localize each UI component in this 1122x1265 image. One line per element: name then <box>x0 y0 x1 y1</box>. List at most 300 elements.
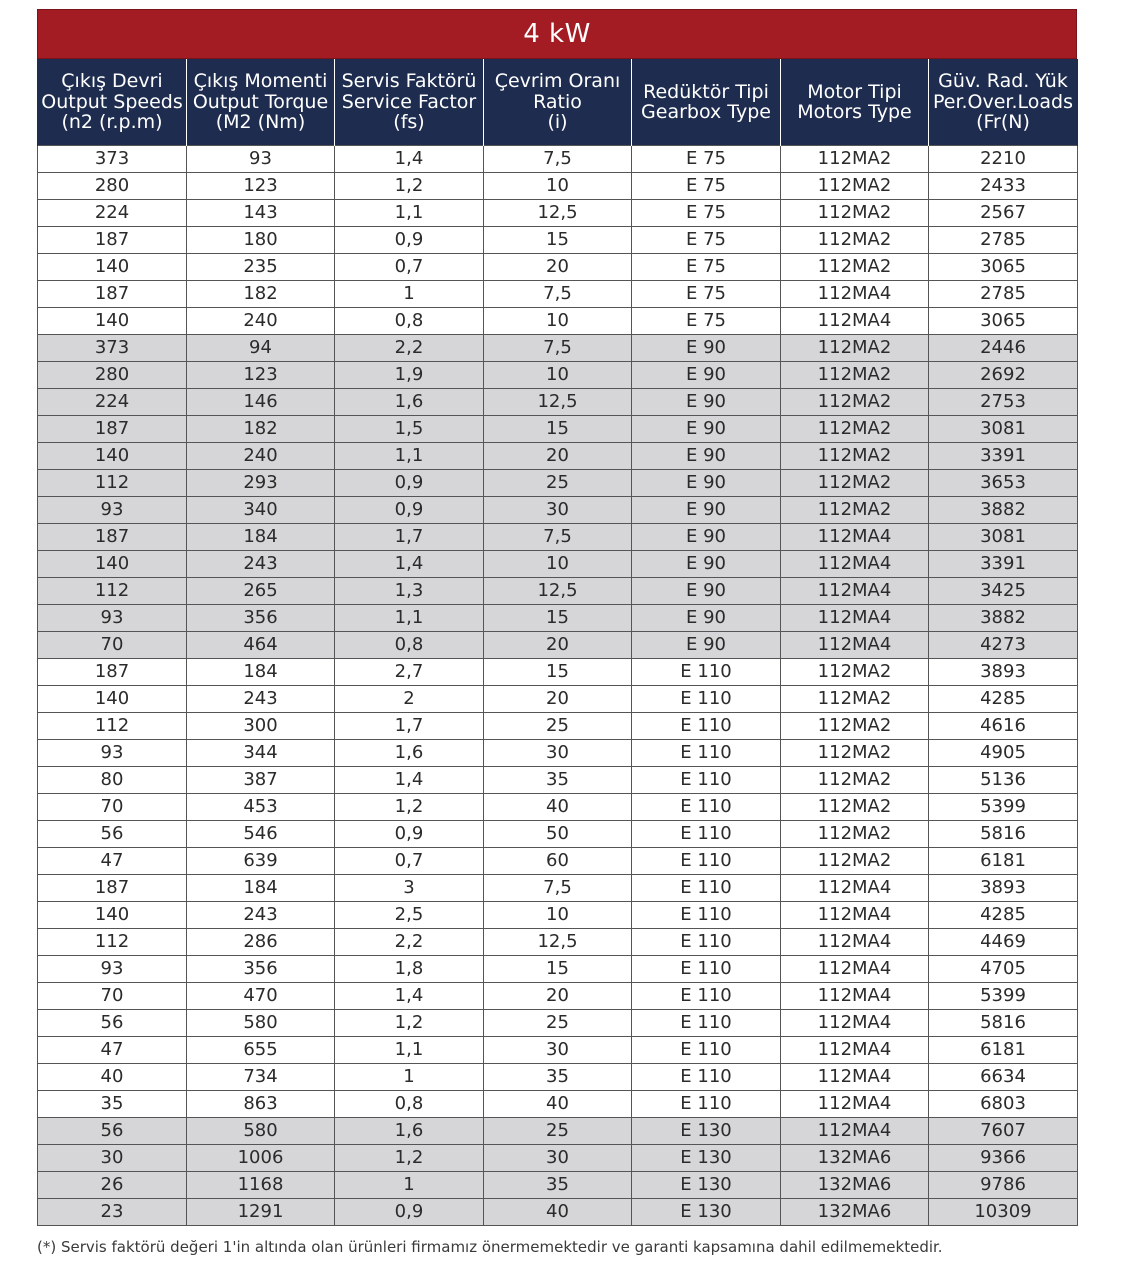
cell-radial-load: 6181 <box>929 848 1078 875</box>
cell-radial-load: 3882 <box>929 497 1078 524</box>
cell-radial-load: 2567 <box>929 200 1078 227</box>
cell-output-torque: 143 <box>187 200 335 227</box>
cell-output-torque: 1168 <box>187 1172 335 1199</box>
header-unit: (fs) <box>393 111 425 134</box>
cell-service-factor: 0,7 <box>335 848 484 875</box>
cell-output-speed: 56 <box>38 1118 187 1145</box>
cell-output-torque: 344 <box>187 740 335 767</box>
cell-service-factor: 1,6 <box>335 1118 484 1145</box>
cell-output-torque: 243 <box>187 551 335 578</box>
cell-ratio: 12,5 <box>484 389 632 416</box>
cell-service-factor: 1,6 <box>335 389 484 416</box>
cell-gearbox-type: E 110 <box>632 1064 781 1091</box>
cell-ratio: 20 <box>484 443 632 470</box>
cell-ratio: 35 <box>484 1172 632 1199</box>
cell-output-speed: 140 <box>38 254 187 281</box>
header-unit: (M2 (Nm) <box>215 111 306 134</box>
header-en: Output Torque <box>192 90 329 113</box>
cell-ratio: 25 <box>484 1118 632 1145</box>
cell-radial-load: 3425 <box>929 578 1078 605</box>
cell-output-torque: 356 <box>187 956 335 983</box>
header-tr: Çıkış Devri <box>61 70 163 93</box>
header-row <box>38 59 1078 146</box>
cell-motor-type: 112MA2 <box>781 767 929 794</box>
cell-radial-load: 2433 <box>929 173 1078 200</box>
cell-radial-load: 2753 <box>929 389 1078 416</box>
table-row <box>38 1037 1078 1064</box>
table-row <box>38 281 1078 308</box>
cell-ratio: 30 <box>484 1145 632 1172</box>
cell-output-speed: 140 <box>38 443 187 470</box>
cell-motor-type: 112MA2 <box>781 173 929 200</box>
cell-output-speed: 187 <box>38 227 187 254</box>
cell-ratio: 10 <box>484 551 632 578</box>
cell-output-torque: 655 <box>187 1037 335 1064</box>
cell-service-factor: 0,8 <box>335 308 484 335</box>
cell-gearbox-type: E 90 <box>632 362 781 389</box>
cell-radial-load: 4469 <box>929 929 1078 956</box>
footnote: (*) Servis faktörü değeri 1'in altında olan ürünleri firmamız önermemektedir ve garanti kapsamına dahil edilmemektedir. <box>37 1238 943 1256</box>
cell-output-torque: 1006 <box>187 1145 335 1172</box>
cell-motor-type: 112MA2 <box>781 686 929 713</box>
cell-motor-type: 112MA4 <box>781 632 929 659</box>
cell-radial-load: 5816 <box>929 1010 1078 1037</box>
cell-output-speed: 93 <box>38 497 187 524</box>
cell-service-factor: 1,6 <box>335 740 484 767</box>
cell-radial-load: 9366 <box>929 1145 1078 1172</box>
cell-ratio: 12,5 <box>484 200 632 227</box>
cell-service-factor: 1,9 <box>335 362 484 389</box>
cell-gearbox-type: E 75 <box>632 308 781 335</box>
cell-gearbox-type: E 110 <box>632 1037 781 1064</box>
cell-ratio: 20 <box>484 632 632 659</box>
cell-motor-type: 112MA2 <box>781 848 929 875</box>
cell-gearbox-type: E 90 <box>632 389 781 416</box>
header-ratio <box>484 59 632 146</box>
cell-ratio: 25 <box>484 1010 632 1037</box>
cell-motor-type: 112MA2 <box>781 821 929 848</box>
cell-motor-type: 112MA4 <box>781 605 929 632</box>
cell-radial-load: 2785 <box>929 227 1078 254</box>
table-row <box>38 335 1078 362</box>
cell-service-factor: 1,3 <box>335 578 484 605</box>
cell-output-torque: 453 <box>187 794 335 821</box>
cell-service-factor: 2,2 <box>335 335 484 362</box>
cell-service-factor: 0,9 <box>335 470 484 497</box>
cell-output-speed: 35 <box>38 1091 187 1118</box>
cell-ratio: 7,5 <box>484 875 632 902</box>
cell-output-speed: 224 <box>38 389 187 416</box>
cell-output-speed: 93 <box>38 605 187 632</box>
header-tr: Motor Tipi <box>807 80 902 103</box>
cell-output-speed: 26 <box>38 1172 187 1199</box>
header-en: Service Factor <box>341 90 477 113</box>
cell-motor-type: 112MA4 <box>781 902 929 929</box>
cell-output-torque: 356 <box>187 605 335 632</box>
cell-motor-type: 112MA4 <box>781 983 929 1010</box>
cell-output-speed: 187 <box>38 416 187 443</box>
cell-service-factor: 1,7 <box>335 524 484 551</box>
cell-output-torque: 546 <box>187 821 335 848</box>
table-row <box>38 1199 1078 1226</box>
cell-radial-load: 2785 <box>929 281 1078 308</box>
cell-ratio: 7,5 <box>484 281 632 308</box>
cell-gearbox-type: E 90 <box>632 416 781 443</box>
cell-output-torque: 182 <box>187 281 335 308</box>
cell-output-speed: 187 <box>38 659 187 686</box>
cell-output-torque: 243 <box>187 902 335 929</box>
cell-ratio: 40 <box>484 1091 632 1118</box>
cell-output-speed: 187 <box>38 524 187 551</box>
cell-ratio: 20 <box>484 686 632 713</box>
cell-gearbox-type: E 110 <box>632 1091 781 1118</box>
cell-service-factor: 1,1 <box>335 605 484 632</box>
cell-gearbox-type: E 75 <box>632 173 781 200</box>
header-radial-load <box>929 59 1078 146</box>
cell-output-speed: 80 <box>38 767 187 794</box>
cell-output-speed: 40 <box>38 1064 187 1091</box>
cell-ratio: 30 <box>484 497 632 524</box>
cell-output-torque: 734 <box>187 1064 335 1091</box>
cell-radial-load: 3893 <box>929 659 1078 686</box>
table-row <box>38 173 1078 200</box>
cell-radial-load: 5399 <box>929 794 1078 821</box>
table-row <box>38 875 1078 902</box>
cell-gearbox-type: E 110 <box>632 794 781 821</box>
table-row <box>38 1145 1078 1172</box>
cell-service-factor: 1,8 <box>335 956 484 983</box>
header-unit: (Fr(N) <box>976 111 1030 134</box>
cell-radial-load: 9786 <box>929 1172 1078 1199</box>
cell-gearbox-type: E 110 <box>632 929 781 956</box>
header-en: Per.Over.Loads <box>932 90 1074 113</box>
cell-output-speed: 280 <box>38 173 187 200</box>
table-title: 4 kW <box>37 9 1077 59</box>
cell-output-torque: 265 <box>187 578 335 605</box>
cell-output-speed: 224 <box>38 200 187 227</box>
cell-ratio: 15 <box>484 605 632 632</box>
cell-output-torque: 243 <box>187 686 335 713</box>
cell-motor-type: 132MA6 <box>781 1199 929 1226</box>
cell-ratio: 7,5 <box>484 146 632 173</box>
table-row <box>38 1064 1078 1091</box>
header-en: Ratio <box>533 90 582 113</box>
table-row <box>38 443 1078 470</box>
cell-motor-type: 112MA2 <box>781 146 929 173</box>
cell-output-speed: 373 <box>38 335 187 362</box>
table-row <box>38 956 1078 983</box>
cell-radial-load: 3065 <box>929 308 1078 335</box>
cell-output-torque: 286 <box>187 929 335 956</box>
cell-output-speed: 23 <box>38 1199 187 1226</box>
cell-radial-load: 3882 <box>929 605 1078 632</box>
spec-table <box>37 59 1078 1226</box>
cell-output-speed: 56 <box>38 1010 187 1037</box>
cell-motor-type: 112MA4 <box>781 929 929 956</box>
cell-output-speed: 70 <box>38 983 187 1010</box>
cell-ratio: 30 <box>484 1037 632 1064</box>
cell-output-torque: 93 <box>187 146 335 173</box>
cell-output-speed: 373 <box>38 146 187 173</box>
header-en: Motors Type <box>797 101 912 123</box>
cell-output-speed: 70 <box>38 632 187 659</box>
cell-output-speed: 47 <box>38 848 187 875</box>
table-row <box>38 605 1078 632</box>
table-row <box>38 470 1078 497</box>
cell-gearbox-type: E 90 <box>632 524 781 551</box>
cell-gearbox-type: E 75 <box>632 227 781 254</box>
cell-gearbox-type: E 110 <box>632 848 781 875</box>
cell-output-torque: 235 <box>187 254 335 281</box>
cell-motor-type: 132MA6 <box>781 1145 929 1172</box>
cell-motor-type: 112MA2 <box>781 389 929 416</box>
cell-ratio: 10 <box>484 308 632 335</box>
cell-ratio: 35 <box>484 767 632 794</box>
cell-motor-type: 112MA2 <box>781 443 929 470</box>
cell-output-torque: 240 <box>187 308 335 335</box>
cell-motor-type: 112MA2 <box>781 470 929 497</box>
table-row <box>38 902 1078 929</box>
cell-output-torque: 182 <box>187 416 335 443</box>
cell-output-torque: 863 <box>187 1091 335 1118</box>
cell-ratio: 15 <box>484 227 632 254</box>
cell-service-factor: 0,9 <box>335 497 484 524</box>
cell-output-speed: 30 <box>38 1145 187 1172</box>
table-row <box>38 389 1078 416</box>
cell-service-factor: 1,4 <box>335 551 484 578</box>
cell-service-factor: 0,8 <box>335 632 484 659</box>
cell-service-factor: 1,4 <box>335 767 484 794</box>
cell-radial-load: 4616 <box>929 713 1078 740</box>
cell-gearbox-type: E 75 <box>632 281 781 308</box>
table-row <box>38 740 1078 767</box>
cell-output-torque: 240 <box>187 443 335 470</box>
cell-radial-load: 3391 <box>929 551 1078 578</box>
cell-service-factor: 1,1 <box>335 1037 484 1064</box>
cell-motor-type: 112MA2 <box>781 740 929 767</box>
cell-gearbox-type: E 110 <box>632 740 781 767</box>
cell-gearbox-type: E 90 <box>632 578 781 605</box>
cell-ratio: 40 <box>484 794 632 821</box>
cell-output-speed: 112 <box>38 713 187 740</box>
table-row <box>38 308 1078 335</box>
cell-motor-type: 112MA2 <box>781 254 929 281</box>
cell-motor-type: 112MA4 <box>781 956 929 983</box>
cell-service-factor: 3 <box>335 875 484 902</box>
cell-radial-load: 6181 <box>929 1037 1078 1064</box>
cell-gearbox-type: E 130 <box>632 1172 781 1199</box>
cell-output-speed: 187 <box>38 281 187 308</box>
cell-ratio: 20 <box>484 254 632 281</box>
cell-motor-type: 112MA4 <box>781 1037 929 1064</box>
cell-service-factor: 1,7 <box>335 713 484 740</box>
spec-table-container <box>37 9 1077 1226</box>
cell-service-factor: 1,2 <box>335 173 484 200</box>
cell-gearbox-type: E 90 <box>632 443 781 470</box>
cell-radial-load: 5136 <box>929 767 1078 794</box>
cell-ratio: 25 <box>484 713 632 740</box>
table-row <box>38 227 1078 254</box>
cell-ratio: 25 <box>484 470 632 497</box>
cell-output-torque: 184 <box>187 875 335 902</box>
header-en: Gearbox Type <box>641 101 771 123</box>
cell-output-speed: 280 <box>38 362 187 389</box>
cell-service-factor: 1,4 <box>335 146 484 173</box>
cell-gearbox-type: E 75 <box>632 146 781 173</box>
table-row <box>38 1091 1078 1118</box>
cell-output-speed: 47 <box>38 1037 187 1064</box>
cell-service-factor: 1,5 <box>335 416 484 443</box>
cell-radial-load: 4285 <box>929 686 1078 713</box>
cell-service-factor: 2,2 <box>335 929 484 956</box>
cell-radial-load: 4905 <box>929 740 1078 767</box>
header-en: Output Speeds <box>41 90 183 113</box>
cell-output-speed: 140 <box>38 551 187 578</box>
cell-output-speed: 112 <box>38 470 187 497</box>
cell-service-factor: 0,7 <box>335 254 484 281</box>
cell-service-factor: 1,2 <box>335 794 484 821</box>
table-row <box>38 767 1078 794</box>
cell-gearbox-type: E 110 <box>632 1010 781 1037</box>
cell-radial-load: 2692 <box>929 362 1078 389</box>
cell-motor-type: 112MA4 <box>781 551 929 578</box>
cell-output-torque: 470 <box>187 983 335 1010</box>
cell-service-factor: 1,1 <box>335 443 484 470</box>
cell-output-speed: 112 <box>38 929 187 956</box>
table-row <box>38 983 1078 1010</box>
cell-ratio: 30 <box>484 740 632 767</box>
cell-radial-load: 6634 <box>929 1064 1078 1091</box>
cell-output-speed: 187 <box>38 875 187 902</box>
cell-gearbox-type: E 90 <box>632 605 781 632</box>
cell-radial-load: 4285 <box>929 902 1078 929</box>
cell-gearbox-type: E 130 <box>632 1199 781 1226</box>
cell-output-torque: 184 <box>187 659 335 686</box>
cell-output-speed: 140 <box>38 902 187 929</box>
cell-output-torque: 184 <box>187 524 335 551</box>
cell-ratio: 10 <box>484 902 632 929</box>
cell-gearbox-type: E 90 <box>632 497 781 524</box>
cell-service-factor: 1,4 <box>335 983 484 1010</box>
table-row <box>38 200 1078 227</box>
cell-output-speed: 140 <box>38 308 187 335</box>
cell-service-factor: 1 <box>335 1172 484 1199</box>
cell-motor-type: 112MA2 <box>781 200 929 227</box>
header-tr: Redüktör Tipi <box>643 80 769 103</box>
table-row <box>38 686 1078 713</box>
table-row <box>38 146 1078 173</box>
cell-motor-type: 112MA4 <box>781 1010 929 1037</box>
cell-gearbox-type: E 75 <box>632 200 781 227</box>
cell-service-factor: 2,5 <box>335 902 484 929</box>
cell-ratio: 60 <box>484 848 632 875</box>
header-unit: (n2 (r.p.m) <box>61 111 163 134</box>
table-row <box>38 1118 1078 1145</box>
cell-gearbox-type: E 110 <box>632 713 781 740</box>
cell-gearbox-type: E 110 <box>632 767 781 794</box>
cell-output-torque: 123 <box>187 173 335 200</box>
cell-radial-load: 3081 <box>929 416 1078 443</box>
cell-output-torque: 293 <box>187 470 335 497</box>
cell-output-speed: 56 <box>38 821 187 848</box>
cell-motor-type: 112MA4 <box>781 1064 929 1091</box>
cell-ratio: 40 <box>484 1199 632 1226</box>
table-row <box>38 929 1078 956</box>
cell-radial-load: 6803 <box>929 1091 1078 1118</box>
table-row <box>38 578 1078 605</box>
header-gearbox-type <box>632 59 781 146</box>
cell-gearbox-type: E 110 <box>632 875 781 902</box>
cell-ratio: 15 <box>484 659 632 686</box>
cell-output-torque: 180 <box>187 227 335 254</box>
cell-motor-type: 112MA4 <box>781 578 929 605</box>
cell-gearbox-type: E 90 <box>632 335 781 362</box>
cell-service-factor: 0,9 <box>335 821 484 848</box>
cell-output-torque: 580 <box>187 1010 335 1037</box>
cell-output-torque: 1291 <box>187 1199 335 1226</box>
cell-ratio: 7,5 <box>484 524 632 551</box>
cell-output-torque: 639 <box>187 848 335 875</box>
cell-motor-type: 112MA2 <box>781 335 929 362</box>
cell-motor-type: 112MA4 <box>781 1091 929 1118</box>
cell-output-torque: 300 <box>187 713 335 740</box>
cell-gearbox-type: E 110 <box>632 686 781 713</box>
cell-output-torque: 580 <box>187 1118 335 1145</box>
cell-motor-type: 112MA4 <box>781 524 929 551</box>
table-row <box>38 362 1078 389</box>
cell-ratio: 15 <box>484 416 632 443</box>
cell-gearbox-type: E 90 <box>632 470 781 497</box>
cell-radial-load: 3653 <box>929 470 1078 497</box>
table-row <box>38 713 1078 740</box>
cell-motor-type: 132MA6 <box>781 1172 929 1199</box>
cell-service-factor: 0,9 <box>335 1199 484 1226</box>
cell-gearbox-type: E 110 <box>632 902 781 929</box>
cell-motor-type: 112MA2 <box>781 416 929 443</box>
cell-radial-load: 4273 <box>929 632 1078 659</box>
cell-ratio: 50 <box>484 821 632 848</box>
table-body <box>38 146 1078 1226</box>
cell-ratio: 12,5 <box>484 578 632 605</box>
cell-motor-type: 112MA2 <box>781 713 929 740</box>
table-row <box>38 254 1078 281</box>
cell-service-factor: 0,8 <box>335 1091 484 1118</box>
cell-service-factor: 1,2 <box>335 1010 484 1037</box>
cell-gearbox-type: E 90 <box>632 551 781 578</box>
table-row <box>38 794 1078 821</box>
cell-gearbox-type: E 110 <box>632 983 781 1010</box>
cell-output-torque: 387 <box>187 767 335 794</box>
cell-radial-load: 3065 <box>929 254 1078 281</box>
cell-service-factor: 1 <box>335 281 484 308</box>
table-row <box>38 848 1078 875</box>
cell-radial-load: 2210 <box>929 146 1078 173</box>
cell-gearbox-type: E 110 <box>632 659 781 686</box>
cell-gearbox-type: E 110 <box>632 956 781 983</box>
cell-motor-type: 112MA2 <box>781 659 929 686</box>
cell-service-factor: 1,1 <box>335 200 484 227</box>
cell-motor-type: 112MA2 <box>781 362 929 389</box>
cell-output-torque: 94 <box>187 335 335 362</box>
cell-motor-type: 112MA4 <box>781 308 929 335</box>
table-row <box>38 659 1078 686</box>
table-row <box>38 551 1078 578</box>
header-unit: (i) <box>547 111 568 134</box>
cell-gearbox-type: E 110 <box>632 821 781 848</box>
cell-radial-load: 3081 <box>929 524 1078 551</box>
cell-radial-load: 5816 <box>929 821 1078 848</box>
header-service-factor <box>335 59 484 146</box>
